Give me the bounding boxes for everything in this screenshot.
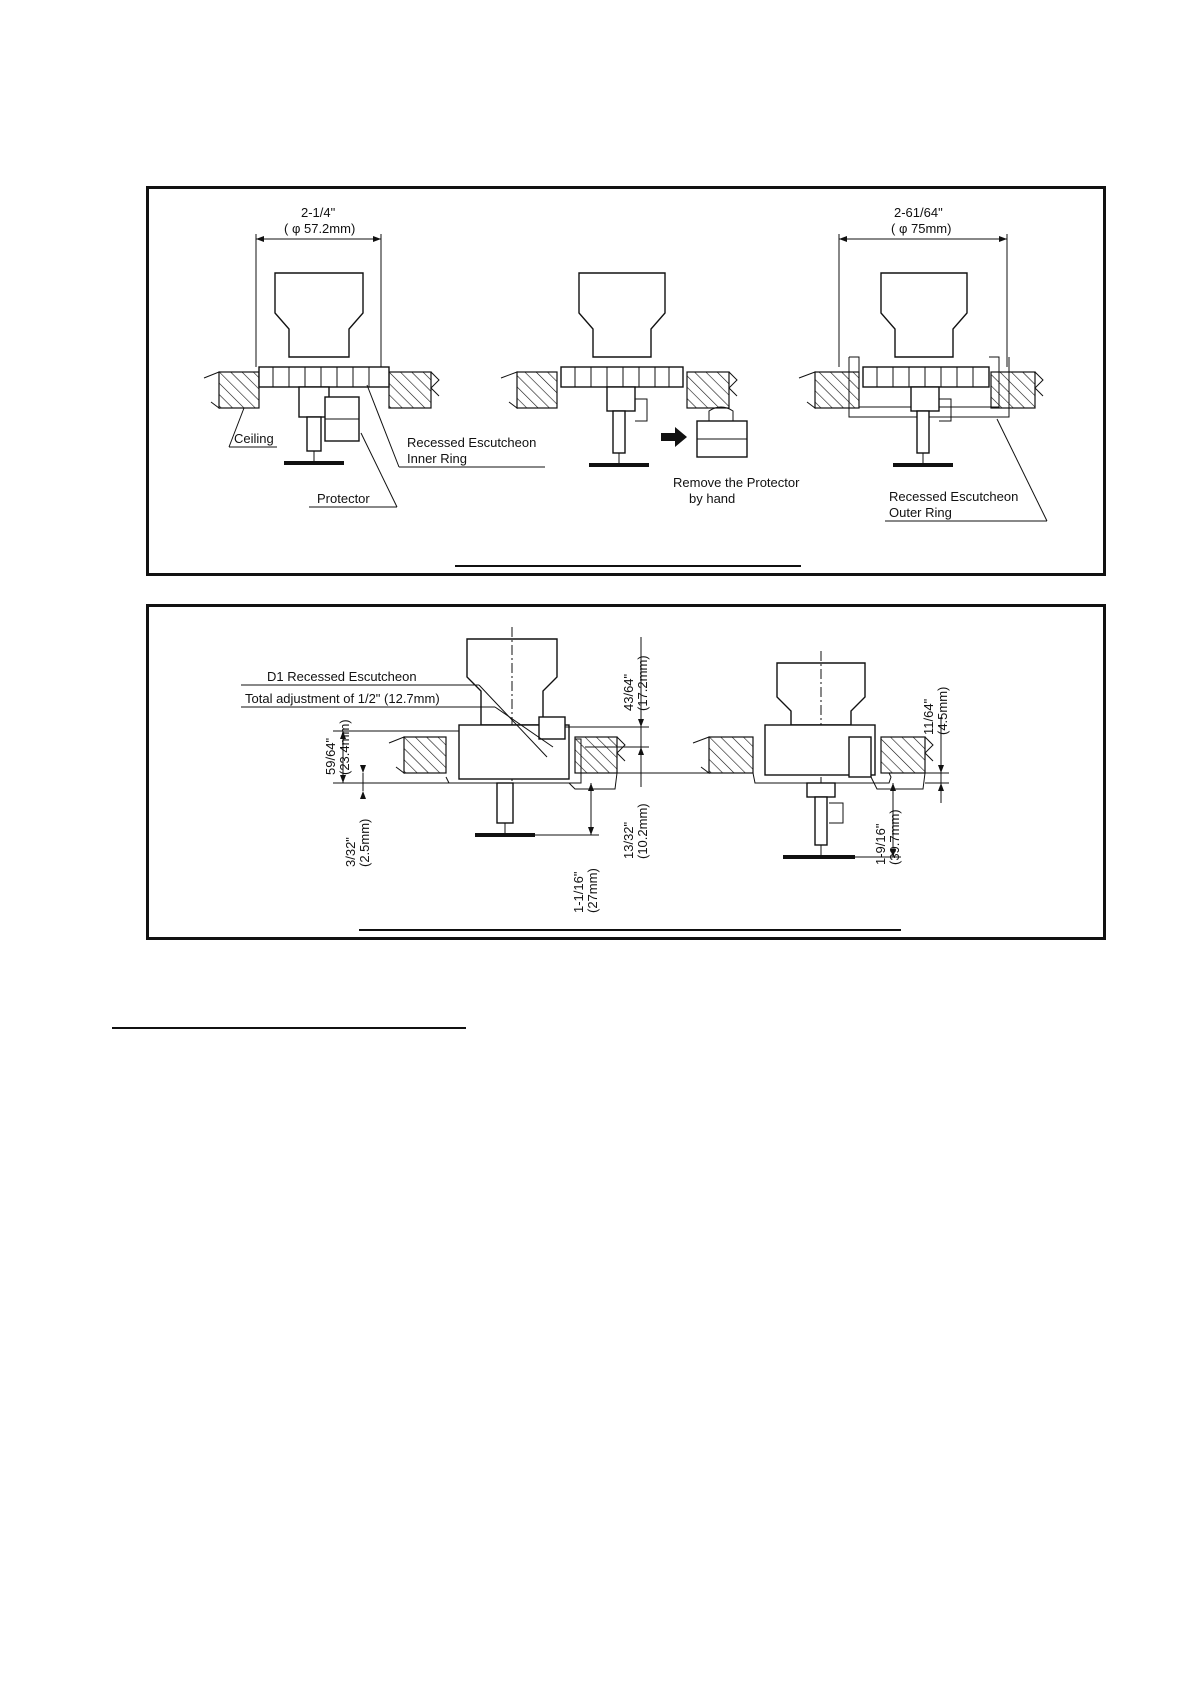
ceiling-block [404, 737, 446, 773]
outer-ring [871, 773, 925, 789]
dim-13-in: 13/32" [621, 821, 636, 859]
deflector [284, 461, 344, 465]
dim-11-in: 11/64" [921, 698, 936, 735]
dim-11-mm: (4.5mm) [935, 686, 950, 735]
sprinkler-recessed-right [693, 651, 950, 865]
arrow-right-icon [661, 427, 687, 447]
ceiling-block [687, 372, 729, 408]
sprinkler-step-1 [204, 205, 545, 507]
dim-59-mm: (23.4mm) [337, 719, 352, 775]
deflector [783, 855, 855, 859]
dim-3-mm: (2.5mm) [357, 818, 372, 867]
sprinkler-step-2 [501, 273, 800, 506]
dim-43-in: 43/64" [621, 673, 636, 711]
label-outer-ring-2: Outer Ring [889, 505, 952, 520]
label-outer-ring-1: Recessed Escutcheon [889, 489, 1019, 504]
dim-right-in: 2-61/64" [894, 205, 943, 220]
deflector [475, 833, 535, 837]
label-ceiling: Ceiling [234, 431, 274, 446]
dim-43-mm: (17.2mm) [635, 655, 650, 711]
label-inner-ring-2: Inner Ring [407, 451, 467, 466]
ceiling-block [517, 372, 557, 408]
sprinkler-body [579, 273, 665, 357]
section-heading-rule [112, 1027, 466, 1029]
installation-steps-panel [146, 186, 1106, 576]
ceiling-block [709, 737, 753, 773]
deflector [893, 463, 953, 467]
label-adjust: Total adjustment of 1/2" (12.7mm) [245, 691, 440, 706]
dim-59-in: 59/64" [323, 737, 338, 775]
ceiling-block [991, 372, 1035, 408]
sprinkler-body [275, 273, 363, 357]
dim-1116-in: 1-1/16" [571, 871, 586, 913]
dim-1916-mm: (39.7mm) [887, 809, 902, 865]
label-remove-2: by hand [689, 491, 736, 506]
sprinkler-recessed-left [241, 627, 709, 913]
deflector [589, 463, 649, 467]
installation-steps-diagram [149, 189, 1103, 573]
inner-ring [863, 367, 989, 387]
dim-1916-in: 1-9/16" [873, 823, 888, 865]
ceiling-block [219, 372, 259, 408]
dimensions-diagram [149, 607, 1103, 937]
label-remove-1: Remove the Protector [673, 475, 800, 490]
sprinkler-body [881, 273, 967, 357]
label-d1: D1 Recessed Escutcheon [267, 669, 417, 684]
dim-1116-mm: (27mm) [585, 868, 600, 913]
label-inner-ring-1: Recessed Escutcheon [407, 435, 537, 450]
ceiling-block [815, 372, 859, 408]
dim-left-in: 2-1/4" [301, 205, 336, 220]
ceiling-block [881, 737, 925, 773]
dim-3-in: 3/32" [343, 837, 358, 867]
label-protector: Protector [317, 491, 370, 506]
outer-ring [569, 773, 617, 789]
dim-left-mm: ( φ 57.2mm) [284, 221, 356, 236]
dimensions-panel [146, 604, 1106, 940]
dim-13-mm: (10.2mm) [635, 803, 650, 859]
inner-ring [561, 367, 683, 387]
dim-right-mm: ( φ 75mm) [891, 221, 952, 236]
sprinkler-step-3 [799, 205, 1047, 521]
ceiling-block [389, 372, 431, 408]
